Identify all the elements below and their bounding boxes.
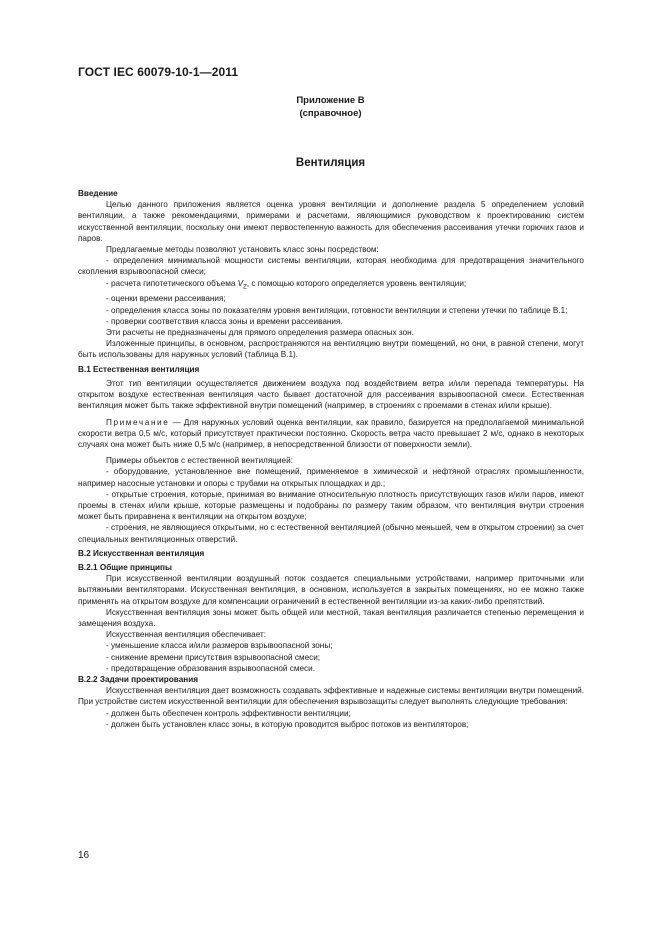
intro-heading: Введение (78, 189, 118, 198)
list-item: - определения класса зоны по показателям уровня вентиляции, готовности вентиляции и степени утечки по таблице B.1; (106, 305, 568, 315)
intro-paragraph: Предлагаемые методы позволяют установить класс зоны посредством: (106, 245, 379, 255)
paragraph: Примеры объектов с естественной вентиляцией: (106, 456, 293, 466)
list-item: - оборудование, установленное вне помещений, применяемое в химической и нефтяной отраслях промышленности, например насосные установки и опоры с трубами на открытых площадках и др.; (78, 467, 584, 488)
page-number: 16 (78, 850, 90, 861)
intro-paragraph: Целью данного приложения является оценка уровня вентиляции и дополнение раздела 5 определением условий вентиляции, а также рекомендациями, примерами и расчетами, являющимися руководством к проектированию систем искусственной вентиляции, поскольку они имеют первостепенную важность для обеспечения рассеивания утечки горючих газов и паров. (78, 200, 584, 243)
list-item: - должен быть установлен класс зоны, в которую проводится выброс потоков из вентиляторов; (106, 719, 469, 729)
list-item: - оценки времени рассеивания; (106, 294, 226, 304)
paragraph: Искусственная вентиляция зоны может быть общей или местной, такая вентиляция различается степенью перемещения и замещения воздуха. (78, 607, 584, 628)
paragraph: Этот тип вентиляции осуществляется движением воздуха под воздействием ветра и/или перепада температуры. На открытом воздухе естественная вентиляция часто бывает достаточной для рассеивания взрывоопасной смеси. Естественная вентиляция может быть также эффективной внутри помещений (например, в строениях с проемами в стенах и/или крыше). (78, 378, 584, 411)
list-item: - уменьшение класса и/или размеров взрывоопасной зоны; (106, 641, 333, 651)
list-item: - проверки соответствия класса зоны и времени рассеивания. (106, 316, 343, 326)
list-item: - открытые строения, которые, принимая во внимание относительную плотность присутствующих газов и/или паров, имеют проемы в стенах и/или крыше, которые размещены и подобраны по размеру таким образом, что вентиляция внутри строения может быть приравнена к вентиляции на открытом воздухе; (78, 489, 584, 522)
paragraph: Искусственная вентиляция дает возможность создавать эффективные и надежные системы вентиляции внутри помещений. При устройстве систем искусственной вентиляции для обеспечения взрывозащиты следует выполнять следующие требования: (78, 686, 584, 707)
document-body (78, 188, 584, 730)
list-item: - предотвращение образования взрывоопасной смеси. (106, 663, 315, 673)
section-title: Вентиляция (295, 157, 366, 169)
intro-paragraph: Эти расчеты не предназначены для прямого определения размера опасных зон. (106, 328, 414, 338)
note: Примечание — Для наружных условий оценка вентиляции, как правило, базируется на предполагаемой минимальной скорости ветра 0,5 м/с, который присутствует практически постоянно. Скорость ветра часто превышает 2 м/с, однако в некоторых случаях она может быть ниже 0,5 м/с (например, в непосредственной близости от поверхности земли). (78, 417, 584, 449)
list-item: - должен быть обеспечен контроль эффективности вентиляции; (106, 708, 351, 718)
subsection-heading-b22: B.2.2 Задачи проектирования (78, 674, 199, 684)
list-item: - строения, не являющиеся открытыми, но с естественной вентиляцией (обычно меньшей, чем в открытом строении) за счет специальных вентиляционных отверстий. (78, 523, 584, 544)
section-heading-b2: B.2 Искусственная вентиляция (78, 548, 205, 558)
appendix-title: Приложение B (296, 95, 365, 106)
list-item: - снижение времени присутствия взрывоопасной смеси; (106, 652, 321, 662)
section-heading-b1: B.1 Естественная вентиляция (78, 364, 200, 374)
list-item: - определения минимальной мощности системы вентиляции, которая необходима для предотвращения значительного скопления взрывоопасной смеси; (78, 256, 584, 277)
appendix-subtitle: (справочное) (299, 108, 362, 119)
note-label: Примечание (106, 417, 170, 427)
paragraph: При искусственной вентиляции воздушный поток создается специальными устройствами, например приточными или вытяжными вентиляторами. Искусственная вентиляция, в основном, используется в закрытых помещениях, но ее можно также применять на открытом воздухе для компенсации ограничений в естественной вентиляции из-за каких-либо препятствий. (78, 574, 584, 606)
intro-paragraph: Изложенные принципы, в основном, распространяются на вентиляцию внутри помещений, но они, в равной степени, могут быть использованы для наружных условий (таблица B.1). (78, 339, 584, 360)
subsection-heading-b21: B.2.1 Общие принципы (78, 562, 172, 572)
list-item: - расчета гипотетического объема $V_Z$, с помощью которого определяется уровень вентиляции; (106, 278, 467, 291)
running-header: ГОСТ IEC 60079-10-1—2011 (78, 65, 239, 79)
paragraph: Искусственная вентиляция обеспечивает: (106, 630, 267, 640)
